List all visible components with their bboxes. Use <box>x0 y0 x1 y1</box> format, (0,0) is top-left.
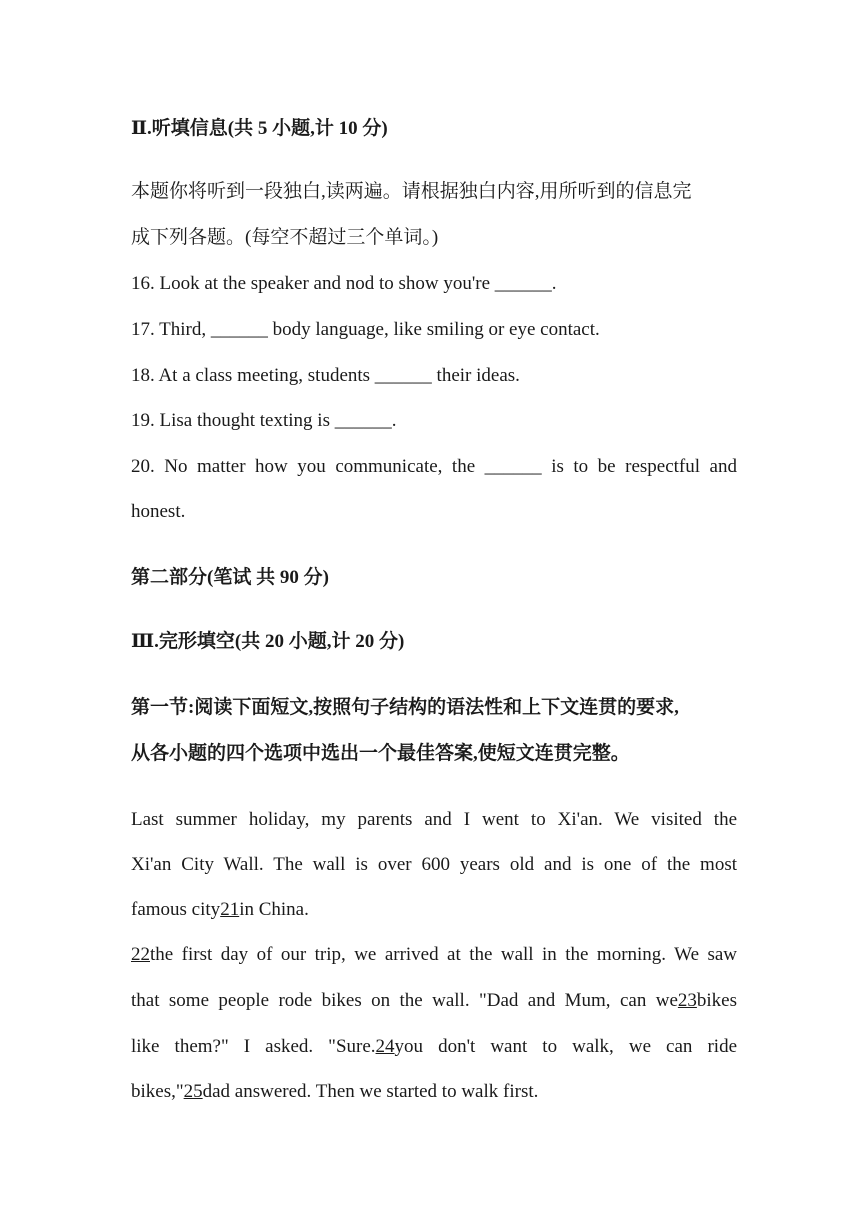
section-2-instructions-line2: 成下列各题。(每空不超过三个单词。) <box>131 227 439 248</box>
passage-line-3 <box>131 898 737 922</box>
blank-24: 24 <box>375 1036 395 1057</box>
passage-line-6 <box>131 1035 737 1059</box>
blank-23: 23 <box>677 990 697 1011</box>
passage-line-2: Xi'an City Wall. The wall is over 600 years old and is one of the most <box>131 854 737 875</box>
passage-line-1: Last summer holiday, my parents and I went to Xi'an. We visited the <box>131 809 737 830</box>
passage-text: you don't want to walk, we can ride <box>394 1036 737 1057</box>
question-20: 20. No matter how you communicate, the ______ is to be respectful and <box>131 456 737 477</box>
question-19: 19. Lisa thought texting is ______. <box>131 410 397 431</box>
section-2-instructions-line1: 本题你将听到一段独白,读两遍。请根据独白内容,用所听到的信息完 <box>131 181 692 202</box>
blank-22: 22 <box>131 944 150 965</box>
passage-line-4 <box>131 943 737 967</box>
section-3-title: Ⅲ.完形填空(共 20 小题,计 20 分) <box>131 631 405 652</box>
passage-text: bikes <box>696 990 737 1011</box>
passage-text: like them?" I asked. "Sure. <box>131 1036 376 1057</box>
passage-line-7 <box>131 1080 737 1104</box>
passage-text: the first day of our trip, we arrived at the wall in the morning. We saw <box>150 944 737 965</box>
subsection-instructions-line2: 从各小题的四个选项中选出一个最佳答案,使短文连贯完整。 <box>131 743 630 764</box>
subsection-instructions-line1: 第一节:阅读下面短文,按照句子结构的语法性和上下文连贯的要求, <box>131 697 679 718</box>
passage-text: in China. <box>239 899 309 920</box>
passage-text: famous city <box>131 899 221 920</box>
blank-25: 25 <box>183 1081 203 1102</box>
passage-text: that some people rode bikes on the wall. "Dad and Mum, can we <box>131 990 678 1011</box>
passage-text: dad answered. Then we started to walk first. <box>202 1081 539 1102</box>
question-20-continued: honest. <box>131 501 186 522</box>
part-2-title: 第二部分(笔试 共 90 分) <box>131 567 329 588</box>
question-17: 17. Third, ______ body language, like smiling or eye contact. <box>131 319 600 340</box>
section-2-title: Ⅱ.听填信息(共 5 小题,计 10 分) <box>131 118 388 139</box>
question-16: 16. Look at the speaker and nod to show you're ______. <box>131 273 557 294</box>
blank-21: 21 <box>220 899 240 920</box>
passage-text: bikes," <box>131 1081 184 1102</box>
question-18: 18. At a class meeting, students ______ their ideas. <box>131 365 520 386</box>
passage-line-5 <box>131 989 737 1013</box>
